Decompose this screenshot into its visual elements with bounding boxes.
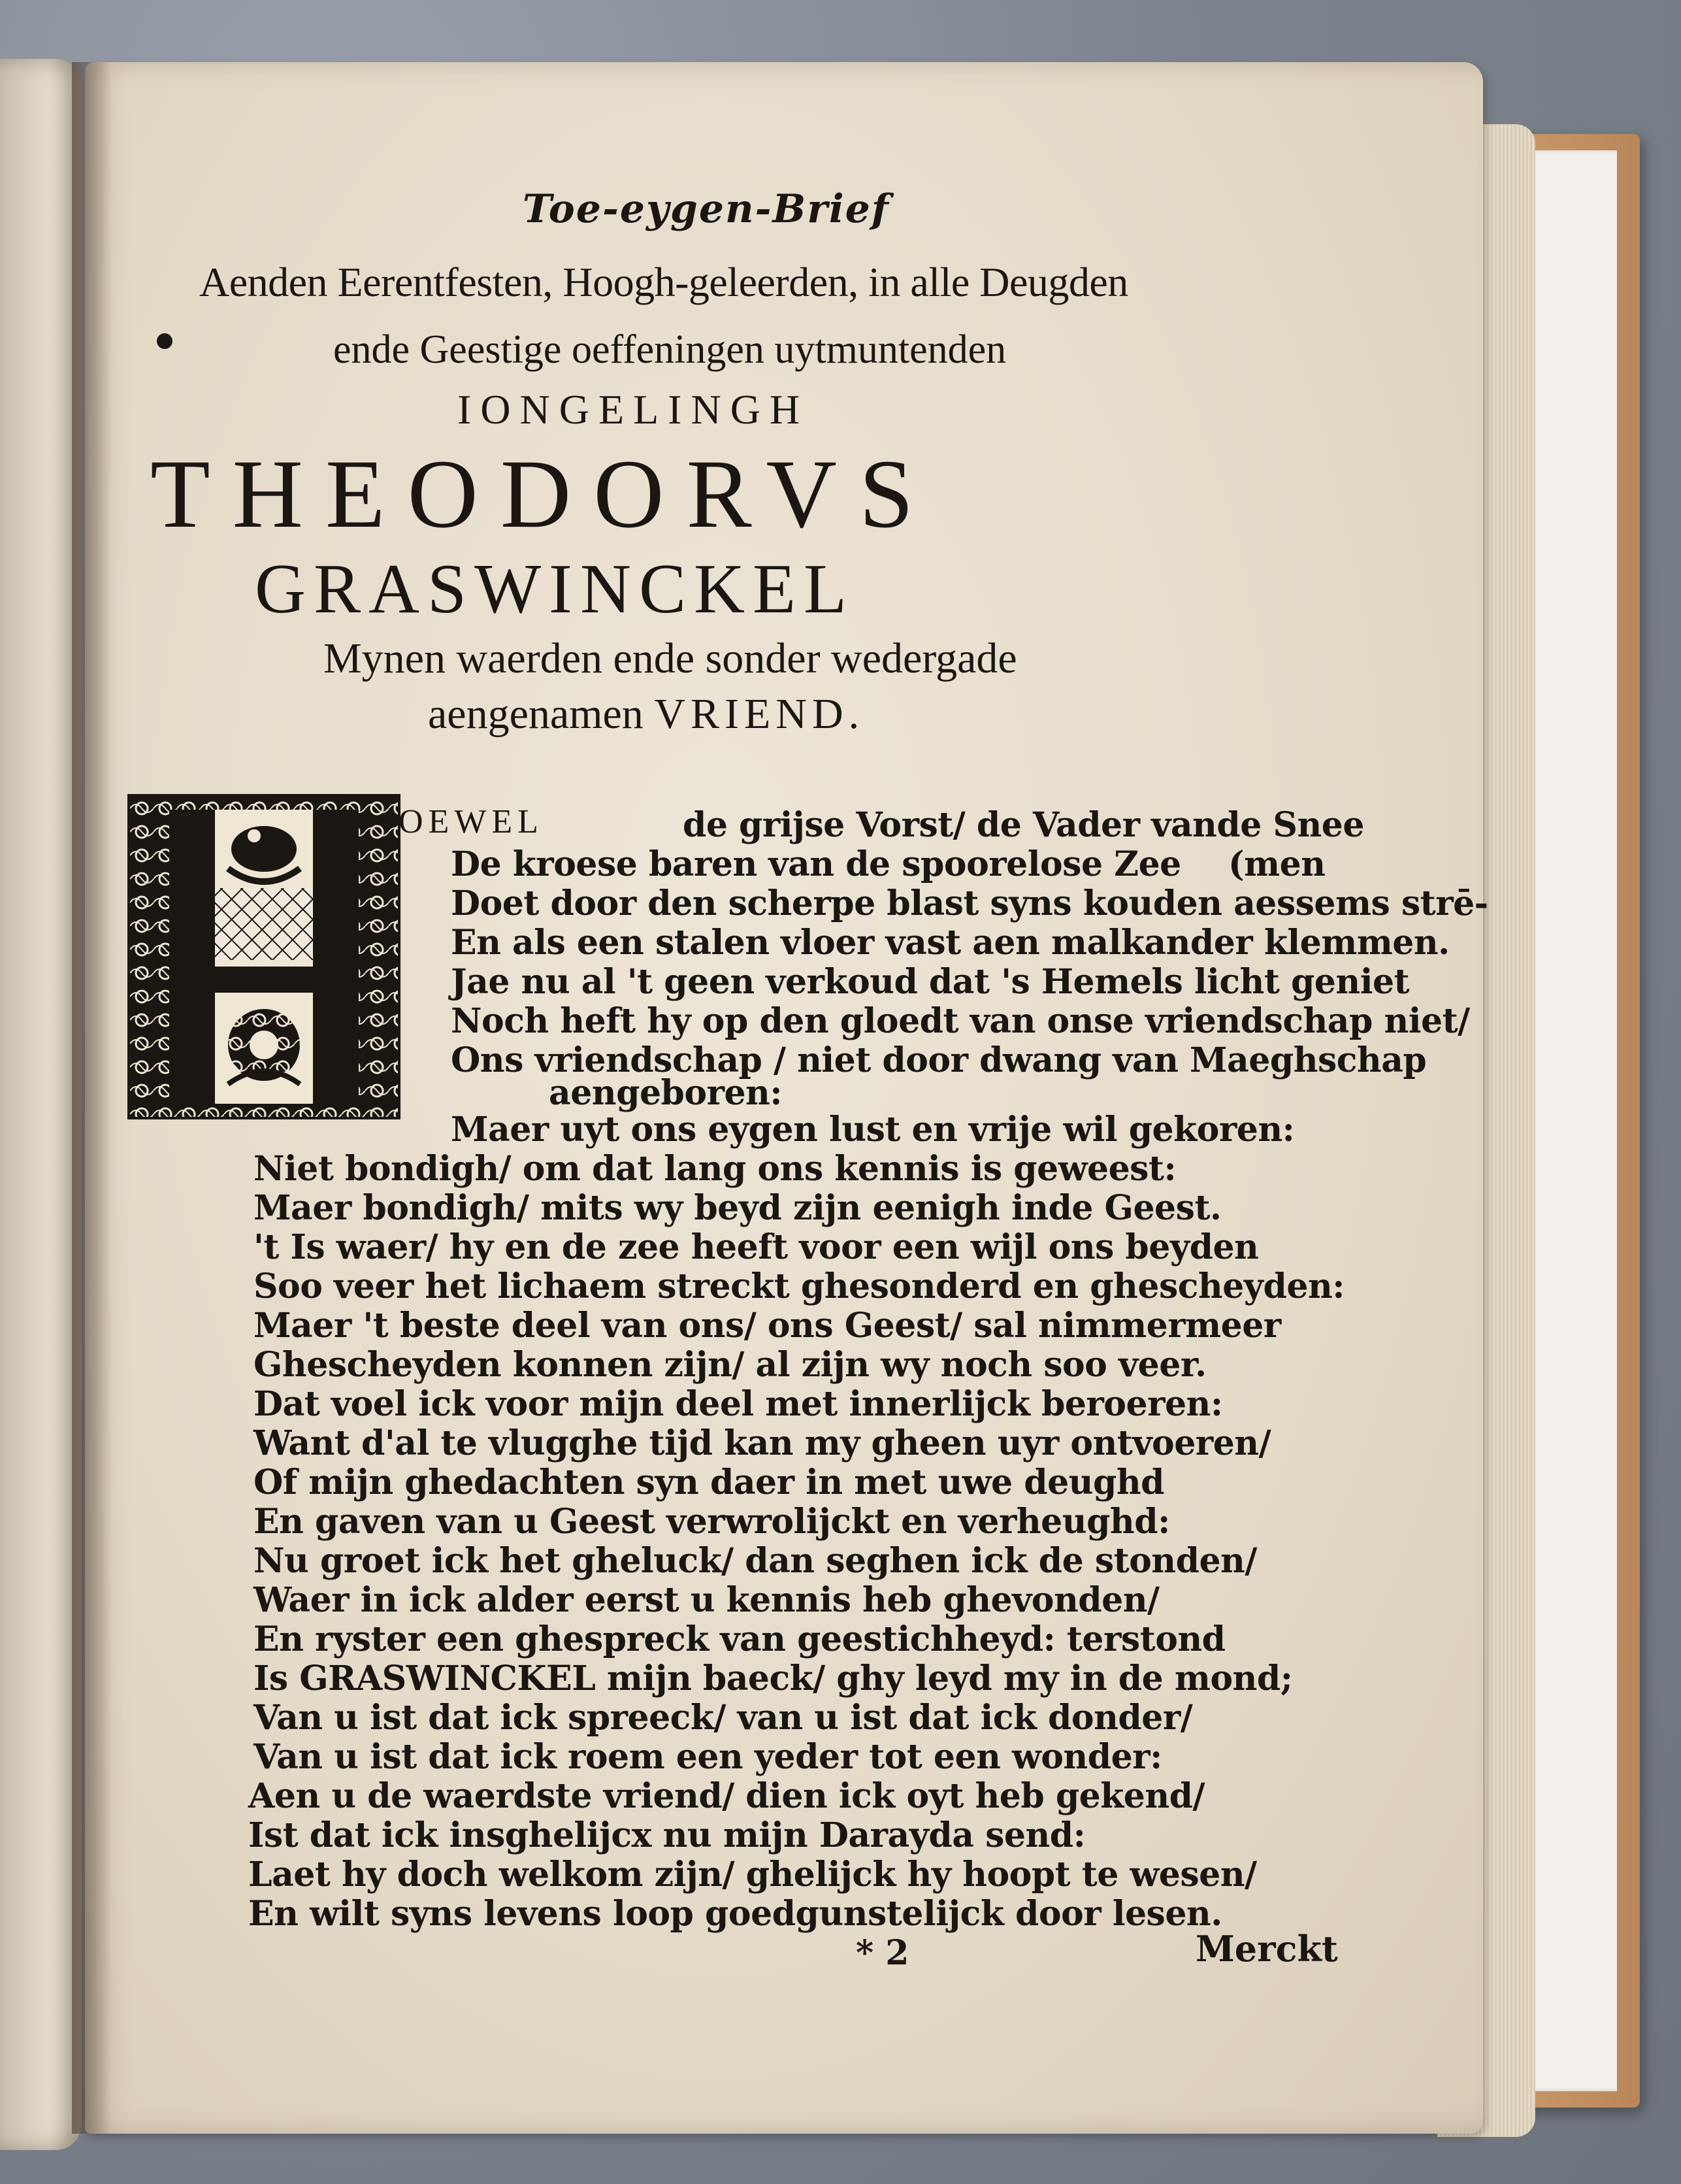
heading-line-2: ende Geestige oeffeningen uytmuntenden bbox=[333, 327, 1007, 372]
signature-mark: * 2 bbox=[856, 1933, 909, 1973]
poem-line: Ist dat ick insghelijcx nu mijn Darayda send: bbox=[248, 1815, 1086, 1855]
decorated-initial-h-icon bbox=[130, 797, 398, 1117]
poem-line: Dat voel ick voor mijn deel met innerlijck beroeren: bbox=[253, 1384, 1223, 1424]
poem-line: Soo veer het lichaem streckt ghesonderd en ghescheyden: bbox=[253, 1266, 1345, 1306]
poem-line: Van u ist dat ick roem een yeder tot een wonder: bbox=[253, 1737, 1162, 1777]
cover-inner-paper bbox=[1522, 150, 1617, 2091]
poem-line: de grijse Vorst/ de Vader vande Snee bbox=[683, 805, 1364, 845]
ink-blot bbox=[157, 333, 172, 349]
poem-line: aengeboren: bbox=[549, 1073, 783, 1113]
heading-line-1: Aenden Eerentfesten, Hoogh-geleerden, in alle Deugden bbox=[199, 259, 1128, 305]
heading-line-5 bbox=[428, 689, 864, 739]
poem-line: Maer uyt ons eygen lust en vrije wil gekoren: bbox=[451, 1110, 1295, 1150]
poem-line: Noch heft hy op den gloedt van onse vriendschap niet/ bbox=[451, 1001, 1470, 1041]
poem-line: Van u ist dat ick spreeck/ van u ist dat ick donder/ bbox=[253, 1698, 1193, 1738]
poem-line: Of mijn ghedachten syn daer in met uwe deughd bbox=[253, 1463, 1165, 1502]
poem-line: Ons vriendschap / niet door dwang van Maeghschap bbox=[451, 1040, 1427, 1080]
poem-line: Aen u de waerdste vriend/ dien ick oyt heb gekend/ bbox=[248, 1776, 1205, 1816]
poem-line: De kroese baren van de spoorelose Zee bbox=[451, 844, 1181, 884]
dedicatee-first-name: THEODORVS bbox=[150, 440, 936, 548]
heading-title: Toe-eygen-Brief bbox=[523, 186, 890, 232]
poem-line: Nu groet ick het gheluck/ dan seghen ick de stonden/ bbox=[253, 1541, 1257, 1581]
poem-line: En als een stalen vloer vast aen malkander klemmen. bbox=[451, 923, 1450, 963]
poem-line: Maer 't beste deel van ons/ ons Geest/ sal nimmermeer bbox=[253, 1306, 1281, 1346]
poem-line: Want d'al te vlugghe tijd kan my gheen uyr ontvoeren/ bbox=[253, 1423, 1271, 1463]
poem-line: Waer in ick alder eerst u kennis heb ghevonden/ bbox=[253, 1580, 1160, 1620]
heading-line-3: IONGELINGH bbox=[457, 386, 809, 433]
poem-line: Jae nu al 't geen verkoud dat 's Hemels licht geniet bbox=[451, 962, 1410, 1002]
poem-line: Maer bondigh/ mits wy beyd zijn eenigh inde Geest. bbox=[253, 1188, 1222, 1228]
poem-line: Laet hy doch welkom zijn/ ghelijck hy hoopt te wesen/ bbox=[248, 1855, 1257, 1894]
poem-line: Niet bondigh/ om dat lang ons kennis is geweest: bbox=[253, 1149, 1177, 1189]
poem-line: Is GRASWINCKEL mijn baeck/ ghy leyd my in de mond; bbox=[253, 1659, 1293, 1698]
poem-line: En gaven van u Geest verwrolijckt en verheughd: bbox=[253, 1502, 1170, 1542]
catchword: Merckt bbox=[1196, 1928, 1338, 1970]
spine-shadow bbox=[72, 62, 111, 2134]
poem-line: 't Is waer/ hy en de zee heeft voor een wijl ons beyden bbox=[253, 1227, 1259, 1267]
poem-line: En ryster een ghespreck van geestichheyd: terstond bbox=[253, 1619, 1226, 1659]
poem-line: (men bbox=[1228, 844, 1326, 884]
heading-line-5-word: VRIEND. bbox=[654, 690, 865, 738]
poem-first-word: OEWEL bbox=[399, 803, 544, 840]
heading-line-4: Mynen waerden ende sonder wedergade bbox=[323, 635, 1017, 682]
poem-line: En wilt syns levens loop goedgunstelijck door lesen. bbox=[248, 1894, 1222, 1934]
decorated-initial-h bbox=[127, 794, 400, 1119]
poem-line: Doet door den scherpe blast syns kouden aessems strē- bbox=[451, 884, 1488, 923]
dedicatee-last-name: GRASWINCKEL bbox=[255, 550, 855, 628]
heading-line-5-prefix: aengenamen bbox=[428, 690, 655, 738]
poem-line: Ghescheyden konnen zijn/ al zijn wy noch soo veer. bbox=[253, 1345, 1207, 1385]
left-page-edge bbox=[0, 59, 82, 2150]
